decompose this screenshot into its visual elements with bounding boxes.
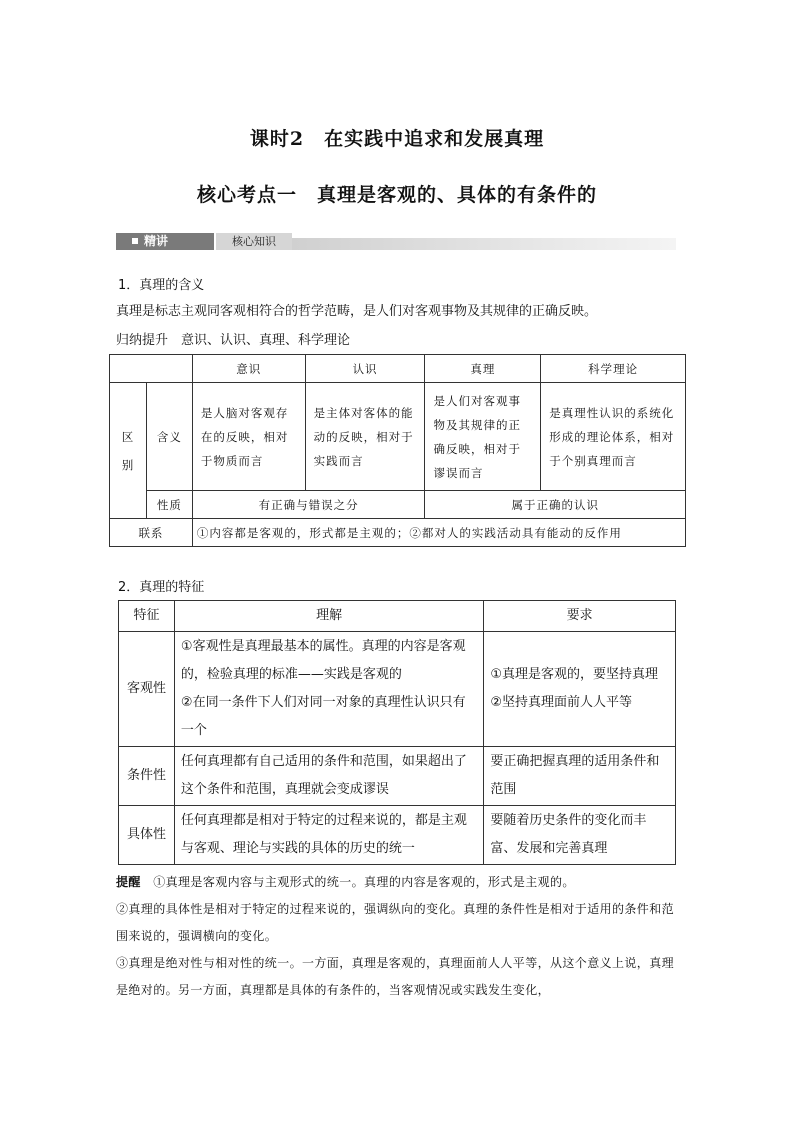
requirement-cell: 要正确把握真理的适用条件和范围	[484, 747, 676, 806]
header-cell: 真理	[425, 355, 541, 383]
group-label-text: 区别	[121, 429, 135, 472]
table-row	[119, 747, 676, 806]
table-corner	[110, 355, 193, 383]
tips-block	[116, 869, 680, 1004]
tip-line	[116, 869, 680, 896]
nature-cell: 属于正确的认识	[425, 491, 686, 519]
table-row	[119, 806, 676, 865]
header-cell: 理解	[174, 601, 483, 632]
bar-label-box	[116, 233, 214, 250]
tip-text: ①真理是客观内容与主观形式的统一。真理的内容是客观的，形式是主观的。	[153, 875, 575, 889]
table-row	[110, 355, 686, 383]
requirement-cell: ①真理是客观的，要坚持真理 ②坚持真理面前人人平等	[484, 632, 676, 747]
header-cell: 特征	[119, 601, 175, 632]
understanding-cell: 任何真理都是相对于特定的过程来说的，都是主观与客观、理论与实践的具体的历史的统一	[174, 806, 483, 865]
truth-definition: 真理是标志主观同客观相符合的哲学范畴，是人们对客观事物及其规律的正确反映。	[116, 304, 598, 319]
nature-cell: 有正确与错误之分	[192, 491, 425, 519]
section-bar	[116, 233, 676, 250]
meaning-cell: 是主体对客体的能动的反映，相对于实践而言	[305, 383, 425, 491]
lesson-title: 课时2 在实践中追求和发展真理	[249, 128, 545, 150]
section2-heading: 2．真理的特征	[118, 580, 205, 595]
concept-table	[109, 354, 686, 547]
bar-label: 精讲	[144, 234, 169, 248]
link-cell: ①内容都是客观的，形式都是主观的；②都对人的实践活动具有能动的反作用	[192, 519, 685, 547]
feature-cell: 客观性	[119, 632, 175, 747]
table-row	[110, 383, 686, 491]
tip-line: ②真理的具体性是相对于特定的过程来说的，强调纵向的变化。真理的条件性是相对于适用的条件和范围来说的，强调横向的变化。	[116, 902, 675, 943]
table-row	[110, 491, 686, 519]
meaning-cell: 是人脑对客观存在的反映，相对于物质而言	[192, 383, 305, 491]
header-cell: 认识	[305, 355, 425, 383]
tip-line: ③真理是绝对性与相对性的统一。一方面，真理是客观的，真理面前人人平等，从这个意义上说，真理是绝对的。另一方面，真理都是具体的有条件的，当客观情况或实践发生变化，	[116, 956, 675, 997]
header-cell: 意识	[192, 355, 305, 383]
summary-heading: 归纳提升 意识、认识、真理、科学理论	[116, 333, 351, 348]
bar-fade	[292, 238, 676, 250]
understanding-cell: 任何真理都有自己适用的条件和范围，如果超出了这个条件和范围，真理就会变成谬误	[174, 747, 483, 806]
feature-cell: 具体性	[119, 806, 175, 865]
bar-tag: 核心知识	[216, 233, 292, 250]
feature-table	[118, 600, 676, 865]
meaning-cell: 是人们对客观事物及其规律的正确反映，相对于谬误而言	[425, 383, 541, 491]
square-bullet-icon	[132, 238, 138, 244]
section1-heading: 1．真理的含义	[118, 278, 205, 293]
row-label-nature: 性质	[146, 491, 192, 519]
table-row	[119, 601, 676, 632]
header-cell: 要求	[484, 601, 676, 632]
tips-label: 提醒	[116, 875, 141, 889]
section-title: 核心考点一 真理是客观的、具体的有条件的	[196, 184, 597, 206]
meaning-cell: 是真理性认识的系统化形成的理论体系，相对于个别真理而言	[541, 383, 686, 491]
feature-cell: 条件性	[119, 747, 175, 806]
table-row	[110, 519, 686, 547]
header-cell: 科学理论	[541, 355, 686, 383]
row-label-link: 联系	[110, 519, 193, 547]
understanding-cell: ①客观性是真理最基本的属性。真理的内容是客观的，检验真理的标准——实践是客观的 ②在同一条件下人们对同一对象的真理性认识只有一个	[174, 632, 483, 747]
group-label	[110, 383, 147, 519]
table-row	[119, 632, 676, 747]
row-label-meaning: 含义	[146, 383, 192, 491]
requirement-cell: 要随着历史条件的变化而丰富、发展和完善真理	[484, 806, 676, 865]
